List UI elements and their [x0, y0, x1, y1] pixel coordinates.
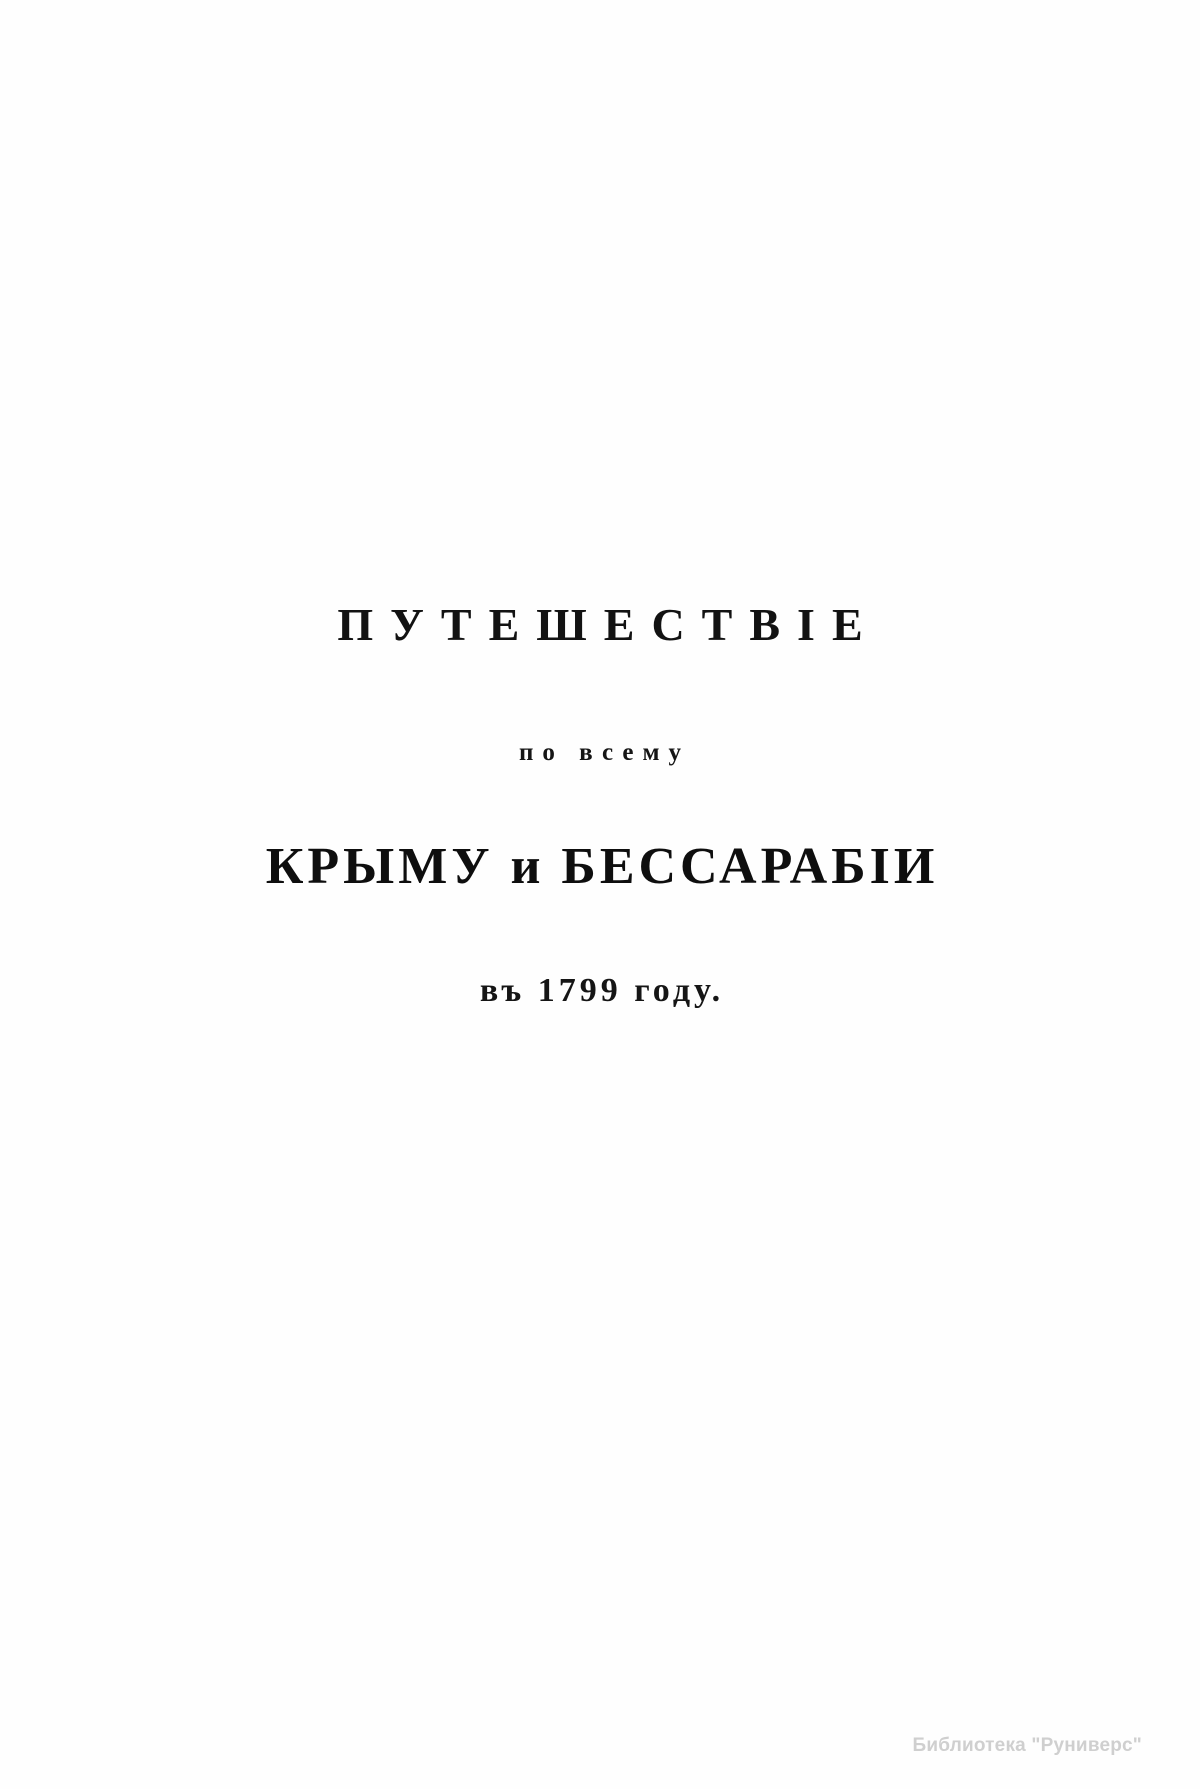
library-watermark: Библиотека "Руниверс" — [912, 1735, 1142, 1756]
title-block — [0, 600, 1200, 1010]
title-subtitle-line: по всему — [519, 738, 690, 766]
title-main-line: ПУТЕШЕСТВІЕ — [337, 599, 880, 650]
title-year-line: въ 1799 году. — [479, 971, 725, 1009]
title-place-line: КРЫМУ и БЕССАРАБІИ — [265, 837, 939, 895]
